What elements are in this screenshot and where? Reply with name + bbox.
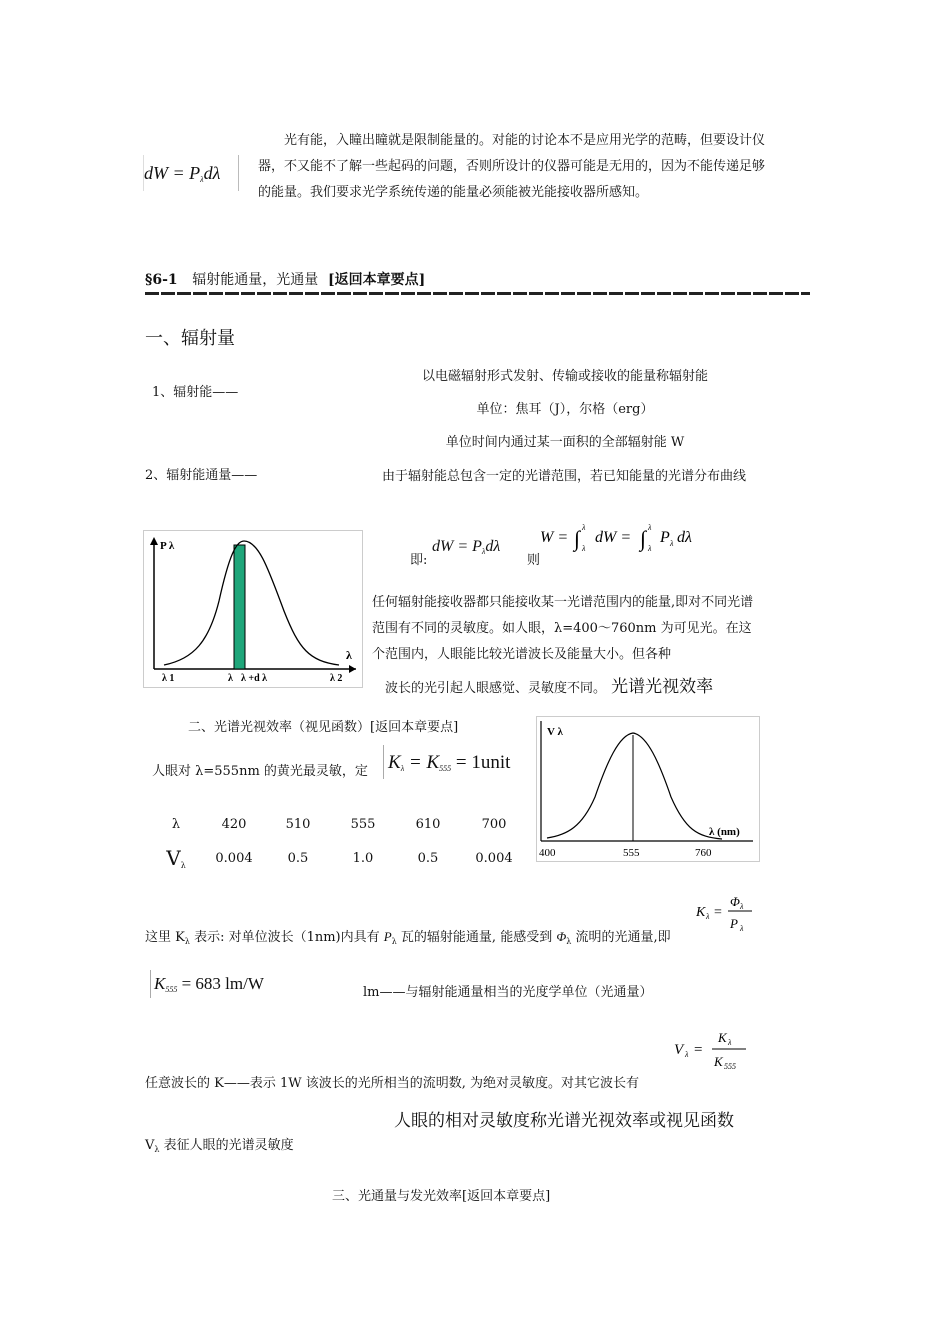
svg-text:λ: λ [648,523,652,532]
chart2-tick-760: 760 [695,847,712,859]
table-cell: 610 [415,816,441,832]
lm-text: lm——与辐射能通量相当的光度学单位（光通量） [363,985,653,1000]
table-cell: 0.004 [215,850,253,866]
svg-text:λ: λ [728,1038,732,1047]
svg-text:λ: λ [685,1050,689,1059]
chart1-curve [164,541,339,665]
item1-label: 1、辐射能—— [152,385,239,400]
v-lambda-table [150,810,528,878]
svg-text:λ: λ [670,539,674,548]
intro-formula [143,155,239,191]
chart1-tick-1: λ 1 [162,673,175,684]
table-cell: 1.0 [352,850,374,866]
section-divider [145,292,810,295]
svg-text:λ: λ [582,523,586,532]
section-number: §6-1 [145,272,178,288]
svg-text:K: K [718,1030,727,1045]
svg-text:λ: λ [648,544,652,553]
svg-text:λ: λ [582,544,586,553]
svg-text:P: P [730,916,738,931]
part2-title-line [188,715,458,741]
chart1-y-arrow [150,537,158,545]
svg-text:λ: λ [706,912,710,921]
table-cell: 0.5 [417,850,439,866]
part2-title: 二、光谱光视效率（视见函数） [188,720,371,735]
item1-definition: 以电磁辐射形式发射、传输或接收的能量称辐射能 [421,369,708,384]
svg-text:K: K [714,1054,723,1069]
table-head-v: $V_\lambda$ [166,846,186,870]
item1-unit: 单位：焦耳（J），尔格（erg） [476,402,654,417]
chart1-strip [234,545,245,669]
intro-formula-tail: dλ [203,163,221,183]
part1-paragraph-last [385,672,713,702]
chart2-tick-555: 555 [623,847,640,859]
svg-text:dλ: dλ [677,529,692,546]
svg-text:λ: λ [740,924,744,933]
svg-text:=: = [694,1042,703,1058]
chart2-x-label: λ (nm) [709,826,740,838]
chart2-tick-400: 400 [539,847,556,859]
table-head-lambda: λ [171,816,181,832]
chart2-y-label: V λ [547,726,563,738]
chart1-tick-3: λ +d λ [241,673,268,684]
ji-label: 即: [410,553,428,568]
chart1-x-arrow [349,665,356,673]
svg-text:=: = [714,905,722,920]
part1-paragraph-last-text: 波长的光引起人眼感觉、灵敏度不同。 [385,681,607,696]
table-cell: 510 [285,816,311,832]
part1-paragraph: 任何辐射能接收器都只能接收某一光谱范围内的能量,即对不同光谱范围有不同的灵敏度。如人眼，λ=400～760nm 为可见光。在这个范围内，人眼能比较光谱波长及能量大小。但各种 [372,595,754,662]
table-cell: 555 [350,816,376,832]
part3-title-line [332,1184,550,1210]
table-cell: 0.004 [475,850,513,866]
table-row-v [150,838,528,878]
table-cell: 0.5 [287,850,309,866]
k-absolute-line: 任意波长的 K——表示 1W 该波长的光所相当的流明数, 为绝对灵敏度。对其它波长有 [145,1076,640,1091]
part2-k-formula: $K_\lambda = K_{555}$ = 1unit [383,745,510,779]
section-back-link[interactable]: [返回本章要点] [328,272,426,288]
part2-back-link[interactable]: [返回本章要点] [370,720,459,735]
chart2-curve [547,733,722,839]
svg-text:Φ: Φ [730,894,740,909]
intro-formula-sub: λ [200,175,204,184]
formula-dw: dW = $P_\lambda d\lambda$ [432,538,501,556]
spectral-power-chart [143,530,363,688]
part2-text: 人眼对 λ=555nm 的黄光最灵敏，定 [152,764,368,779]
svg-text:∫: ∫ [640,526,647,551]
v-lambda-line: $V_\lambda$ 表征人眼的光谱灵敏度 [145,1138,294,1154]
table-cell: 700 [481,816,507,832]
k-lambda-fraction [696,890,756,934]
k555-formula: $K_{555} = 683$ lm/W [150,970,264,998]
section-title: 辐射能通量，光通量 [192,272,319,288]
v-lambda-fraction [674,1024,750,1074]
svg-text:K: K [696,905,706,920]
chart1-tick-4: λ 2 [330,673,343,684]
item2-text: 由于辐射能总包含一定的光谱范围，若已知能量的光谱分布曲线 [381,469,746,484]
item2-definition: 单位时间内通过某一面积的全部辐射能 W [445,435,685,450]
v-lambda-chart [536,716,760,862]
chart1-x-label: λ [346,648,352,662]
chart1-y-label: P λ [160,540,175,552]
ze-label: 则 [527,553,541,568]
k-description-line: 这里 $K_\lambda$ 表示: 对单位波长（1nm)内具有 $P_\lambda$ 瓦的辐射能通量, 能感受到 $\Phi_\lambda$ 流明的光通量,即 [145,929,671,946]
part1-title: 一、辐射量 [145,328,235,349]
relative-sensitivity-text: 人眼的相对灵敏度称光谱光视效率或视见函数 [394,1111,734,1131]
item2-label: 2、辐射能通量—— [145,468,258,483]
svg-text:∫: ∫ [574,526,581,551]
svg-text:W =: W = [540,529,569,546]
svg-text:P: P [660,529,670,546]
intro-formula-main: dW = P [144,163,201,183]
svg-text:dW =: dW = [595,529,632,546]
formula-w-integral [540,518,700,558]
chart1-tick-2: λ [228,673,233,684]
part3-title: 三、光通量与发光效率 [332,1189,463,1204]
svg-text:λ: λ [740,902,744,911]
svg-text:555: 555 [724,1062,736,1071]
table-row-lambda [150,810,528,838]
section-heading [145,269,425,289]
svg-text:V: V [674,1042,684,1058]
part3-back-link[interactable]: [返回本章要点] [462,1189,551,1204]
part1-paragraph-big: 光谱光视效率 [611,677,714,697]
table-cell: 420 [221,816,247,832]
intro-paragraph: 光有能，入瞳出瞳就是限制能量的。对能的讨论本不是应用光学的范畴，但要设计仪器，不又能不了解一些起码的问题，否则所设计的仪器可能是无用的，因为不能传递足够的能量。我们要求光学系统传递的能量必须能被光能接收器所感知。 [258,133,766,200]
